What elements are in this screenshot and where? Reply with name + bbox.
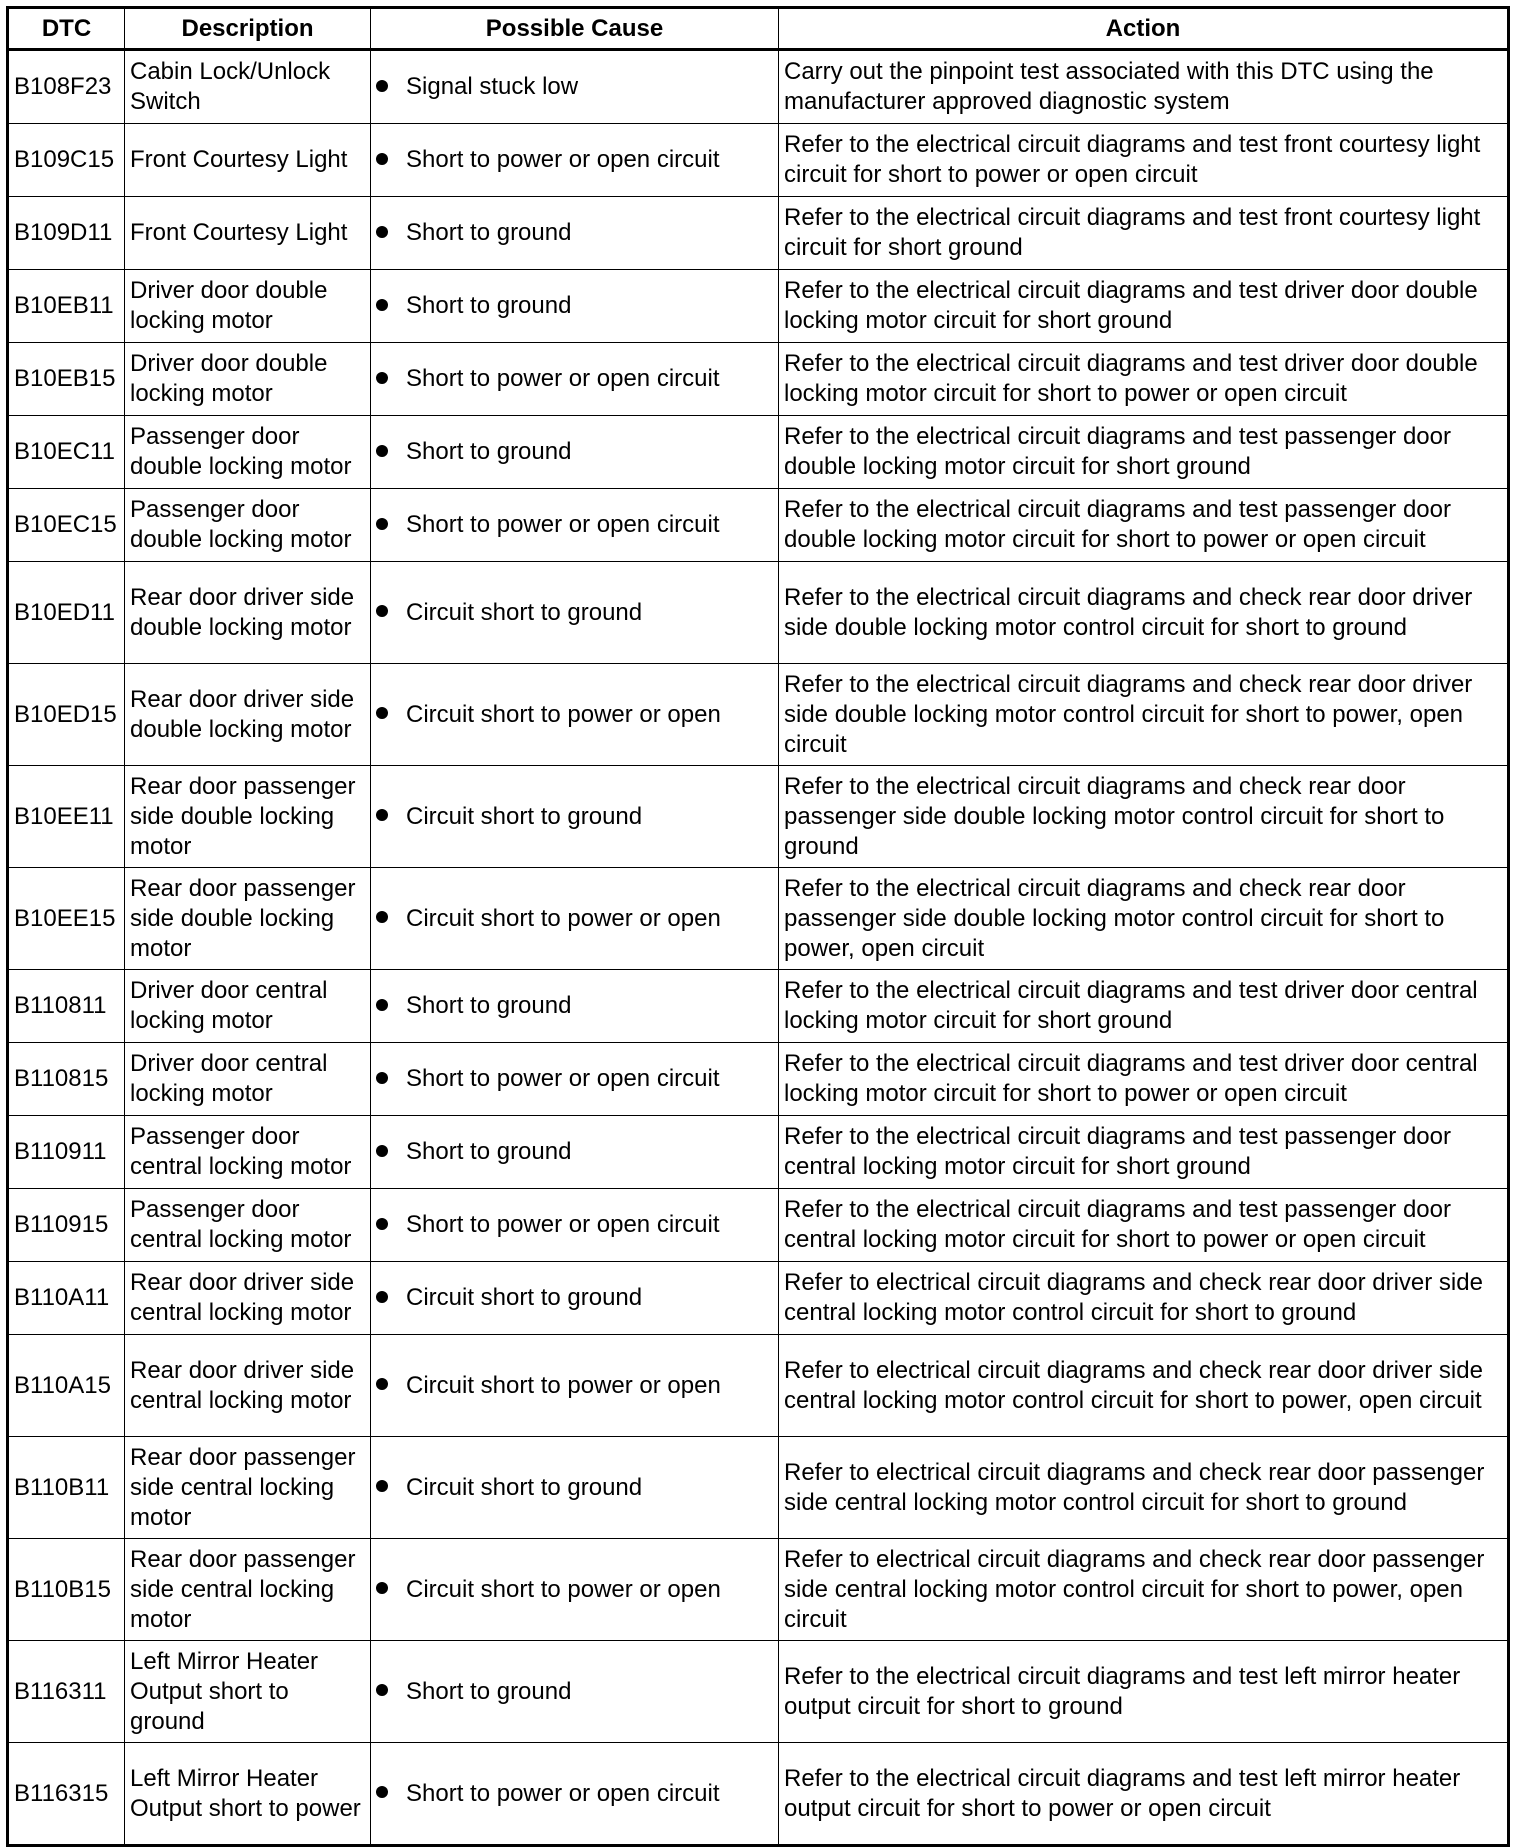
dtc-code: B10ED15	[8, 664, 125, 766]
bullet-icon	[376, 1218, 388, 1230]
possible-cause-text: Circuit short to power or open	[406, 904, 721, 932]
description-cell: Rear door passenger side double locking motor	[125, 766, 371, 868]
table-row	[8, 197, 1509, 270]
bullet-icon	[376, 1378, 388, 1390]
dtc-code: B109D11	[8, 197, 125, 270]
action-cell: Refer to the electrical circuit diagrams and test driver door central locking motor circuit for short to power or open circuit	[779, 1043, 1509, 1116]
dtc-code: B116315	[8, 1743, 125, 1846]
description-cell: Passenger door central locking motor	[125, 1116, 371, 1189]
action-cell: Refer to the electrical circuit diagrams and check rear door passenger side double locking motor control circuit for short to ground	[779, 766, 1509, 868]
possible-cause-text: Short to ground	[406, 438, 572, 465]
action-cell: Refer to the electrical circuit diagrams and check rear door driver side double locking motor control circuit for short to power, open circuit	[779, 664, 1509, 766]
possible-cause-text: Short to power or open circuit	[406, 365, 720, 392]
possible-cause-text: Short to power or open circuit	[406, 1065, 720, 1092]
possible-cause-text: Circuit short to power or open	[406, 700, 721, 728]
dtc-code: B10EB15	[8, 343, 125, 416]
table-row	[8, 1743, 1509, 1846]
action-cell: Refer to the electrical circuit diagrams and test driver door central locking motor circuit for short ground	[779, 970, 1509, 1043]
dtc-code: B110A11	[8, 1262, 125, 1335]
action-cell: Refer to the electrical circuit diagrams and test front courtesy light circuit for short to power or open circuit	[779, 124, 1509, 197]
possible-cause-text: Short to power or open circuit	[406, 511, 720, 538]
possible-cause-cell	[371, 270, 779, 343]
action-cell: Refer to the electrical circuit diagrams and test front courtesy light circuit for short ground	[779, 197, 1509, 270]
possible-cause-text: Short to ground	[406, 219, 572, 246]
table-row	[8, 1335, 1509, 1437]
possible-cause-cell	[371, 1189, 779, 1262]
table-row	[8, 664, 1509, 766]
bullet-icon	[376, 1480, 388, 1492]
possible-cause-text: Short to ground	[406, 1138, 572, 1165]
header-possible-cause: Possible Cause	[371, 8, 779, 50]
action-cell: Carry out the pinpoint test associated with this DTC using the manufacturer approved diagnostic system	[779, 50, 1509, 124]
bullet-icon	[376, 707, 388, 719]
header-description: Description	[125, 8, 371, 50]
possible-cause-cell	[371, 1437, 779, 1539]
possible-cause-cell	[371, 664, 779, 766]
possible-cause-cell	[371, 868, 779, 970]
dtc-code: B108F23	[8, 50, 125, 124]
bullet-icon	[376, 80, 388, 92]
table-row	[8, 489, 1509, 562]
dtc-code: B10EE15	[8, 868, 125, 970]
possible-cause-cell	[371, 1043, 779, 1116]
possible-cause-text: Signal stuck low	[406, 73, 579, 100]
possible-cause-text: Circuit short to ground	[406, 1473, 643, 1501]
action-cell: Refer to electrical circuit diagrams and check rear door passenger side central locking motor control circuit for short to power, open circuit	[779, 1539, 1509, 1641]
bullet-icon	[376, 299, 388, 311]
action-cell: Refer to the electrical circuit diagrams and test driver door double locking motor circuit for short ground	[779, 270, 1509, 343]
action-cell: Refer to the electrical circuit diagrams and test driver door double locking motor circuit for short to power or open circuit	[779, 343, 1509, 416]
header-dtc: DTC	[8, 8, 125, 50]
header-action: Action	[779, 8, 1509, 50]
action-cell: Refer to the electrical circuit diagrams and check rear door driver side double locking motor control circuit for short to ground	[779, 562, 1509, 664]
description-cell: Left Mirror Heater Output short to ground	[125, 1641, 371, 1743]
action-cell: Refer to the electrical circuit diagrams and test passenger door central locking motor circuit for short to power or open circuit	[779, 1189, 1509, 1262]
bullet-icon	[376, 1786, 388, 1798]
possible-cause-cell	[371, 1262, 779, 1335]
description-cell: Passenger door double locking motor	[125, 416, 371, 489]
possible-cause-cell	[371, 343, 779, 416]
possible-cause-cell	[371, 1116, 779, 1189]
bullet-icon	[376, 809, 388, 821]
description-cell: Driver door double locking motor	[125, 343, 371, 416]
description-cell: Rear door driver side central locking motor	[125, 1262, 371, 1335]
possible-cause-text: Short to power or open circuit	[406, 1211, 720, 1238]
table-header-row	[8, 8, 1509, 50]
description-cell: Cabin Lock/Unlock Switch	[125, 50, 371, 124]
possible-cause-text: Circuit short to power or open	[406, 1371, 721, 1399]
bullet-icon	[376, 1072, 388, 1084]
description-cell: Passenger door central locking motor	[125, 1189, 371, 1262]
dtc-code: B10EC11	[8, 416, 125, 489]
action-cell: Refer to the electrical circuit diagrams and test passenger door double locking motor circuit for short to power or open circuit	[779, 489, 1509, 562]
table-row	[8, 1043, 1509, 1116]
action-cell: Refer to the electrical circuit diagrams and test passenger door central locking motor circuit for short ground	[779, 1116, 1509, 1189]
possible-cause-text: Circuit short to ground	[406, 1284, 643, 1311]
action-cell: Refer to electrical circuit diagrams and check rear door passenger side central locking motor control circuit for short to ground	[779, 1437, 1509, 1539]
dtc-code: B10EB11	[8, 270, 125, 343]
table-row	[8, 1189, 1509, 1262]
description-cell: Passenger door double locking motor	[125, 489, 371, 562]
description-cell: Driver door central locking motor	[125, 1043, 371, 1116]
possible-cause-cell	[371, 416, 779, 489]
possible-cause-text: Short to power or open circuit	[406, 1779, 720, 1807]
dtc-code: B10EE11	[8, 766, 125, 868]
dtc-code: B110A15	[8, 1335, 125, 1437]
bullet-icon	[376, 1684, 388, 1696]
bullet-icon	[376, 911, 388, 923]
bullet-icon	[376, 999, 388, 1011]
dtc-table	[6, 6, 1510, 1847]
possible-cause-text: Short to ground	[406, 292, 572, 319]
action-cell: Refer to electrical circuit diagrams and check rear door driver side central locking motor control circuit for short to ground	[779, 1262, 1509, 1335]
description-cell: Front Courtesy Light	[125, 124, 371, 197]
dtc-code: B110B15	[8, 1539, 125, 1641]
possible-cause-cell	[371, 1743, 779, 1846]
possible-cause-cell	[371, 1335, 779, 1437]
table-row	[8, 766, 1509, 868]
bullet-icon	[376, 153, 388, 165]
possible-cause-cell	[371, 562, 779, 664]
action-cell: Refer to electrical circuit diagrams and check rear door driver side central locking motor control circuit for short to power, open circuit	[779, 1335, 1509, 1437]
bullet-icon	[376, 445, 388, 457]
bullet-icon	[376, 1145, 388, 1157]
dtc-code: B110B11	[8, 1437, 125, 1539]
table-row	[8, 270, 1509, 343]
action-cell: Refer to the electrical circuit diagrams and test left mirror heater output circuit for short to ground	[779, 1641, 1509, 1743]
dtc-code: B10ED11	[8, 562, 125, 664]
possible-cause-text: Short to power or open circuit	[406, 146, 720, 173]
possible-cause-cell	[371, 1641, 779, 1743]
description-cell: Rear door driver side double locking motor	[125, 664, 371, 766]
table-row	[8, 1116, 1509, 1189]
table-row	[8, 1437, 1509, 1539]
dtc-code: B109C15	[8, 124, 125, 197]
table-row	[8, 970, 1509, 1043]
table-row	[8, 562, 1509, 664]
possible-cause-cell	[371, 50, 779, 124]
action-cell: Refer to the electrical circuit diagrams and test passenger door double locking motor circuit for short ground	[779, 416, 1509, 489]
dtc-code: B110811	[8, 970, 125, 1043]
table-row	[8, 1262, 1509, 1335]
table-row	[8, 343, 1509, 416]
bullet-icon	[376, 226, 388, 238]
description-cell: Driver door double locking motor	[125, 270, 371, 343]
dtc-code: B110915	[8, 1189, 125, 1262]
possible-cause-cell	[371, 1539, 779, 1641]
action-cell: Refer to the electrical circuit diagrams and test left mirror heater output circuit for short to power or open circuit	[779, 1743, 1509, 1846]
action-cell: Refer to the electrical circuit diagrams and check rear door passenger side double locking motor control circuit for short to power, open circuit	[779, 868, 1509, 970]
table-row	[8, 50, 1509, 124]
bullet-icon	[376, 518, 388, 530]
description-cell: Left Mirror Heater Output short to power	[125, 1743, 371, 1846]
possible-cause-text: Circuit short to ground	[406, 598, 643, 626]
possible-cause-text: Circuit short to power or open	[406, 1575, 721, 1603]
possible-cause-cell	[371, 489, 779, 562]
possible-cause-cell	[371, 970, 779, 1043]
possible-cause-text: Circuit short to ground	[406, 802, 643, 830]
description-cell: Front Courtesy Light	[125, 197, 371, 270]
dtc-code: B116311	[8, 1641, 125, 1743]
bullet-icon	[376, 1291, 388, 1303]
table-row	[8, 1539, 1509, 1641]
description-cell: Driver door central locking motor	[125, 970, 371, 1043]
possible-cause-text: Short to ground	[406, 1677, 572, 1705]
bullet-icon	[376, 1582, 388, 1594]
possible-cause-text: Short to ground	[406, 992, 572, 1019]
description-cell: Rear door driver side double locking motor	[125, 562, 371, 664]
bullet-icon	[376, 372, 388, 384]
table-row	[8, 416, 1509, 489]
bullet-icon	[376, 605, 388, 617]
description-cell: Rear door passenger side central locking motor	[125, 1437, 371, 1539]
possible-cause-cell	[371, 124, 779, 197]
dtc-code: B110815	[8, 1043, 125, 1116]
dtc-code: B110911	[8, 1116, 125, 1189]
table-row	[8, 1641, 1509, 1743]
table-row	[8, 124, 1509, 197]
description-cell: Rear door passenger side central locking motor	[125, 1539, 371, 1641]
possible-cause-cell	[371, 766, 779, 868]
possible-cause-cell	[371, 197, 779, 270]
description-cell: Rear door driver side central locking motor	[125, 1335, 371, 1437]
dtc-code: B10EC15	[8, 489, 125, 562]
description-cell: Rear door passenger side double locking motor	[125, 868, 371, 970]
table-row	[8, 868, 1509, 970]
